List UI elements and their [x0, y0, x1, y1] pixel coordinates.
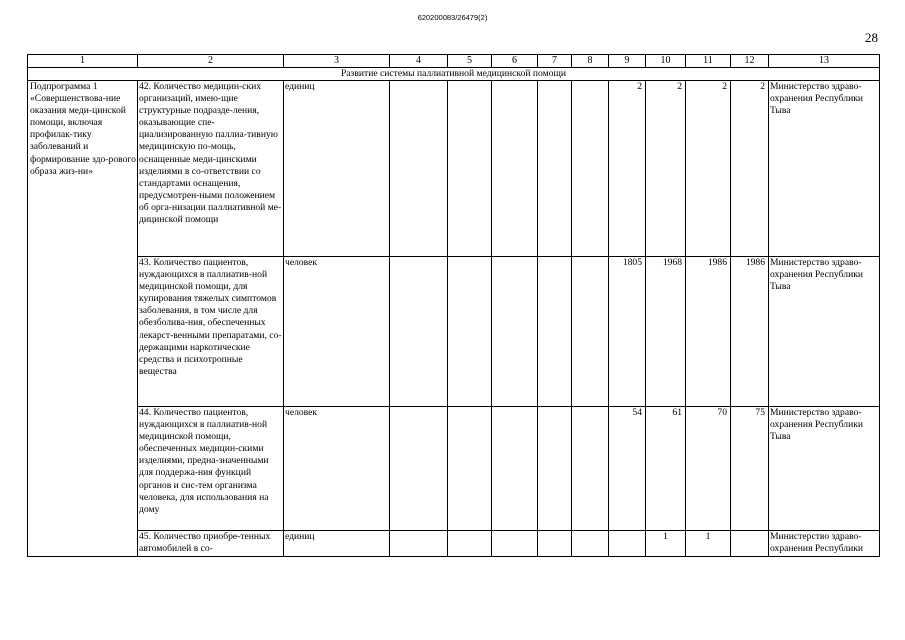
- column-header: 5: [448, 55, 492, 68]
- column-header: 12: [731, 55, 769, 68]
- table-row: [28, 531, 880, 557]
- unit-cell: человек: [284, 407, 390, 531]
- unit-cell: единиц: [284, 531, 390, 557]
- value-cell: 2: [609, 81, 646, 257]
- value-cell: 1968: [646, 257, 686, 407]
- executor-cell: Министерство здраво-охранения Республики: [769, 531, 880, 557]
- value-cell: 2: [731, 81, 769, 257]
- indicator-cell: 44. Количество пациентов, нуждающихся в паллиатив-ной медицинской помощи, обеспеченных медицин-скими изделиями, предна-значенными для поддержа-ния функций органов и сис-тем организма человека, для использования на дому: [138, 407, 284, 531]
- table-row: [28, 407, 880, 531]
- column-header: 2: [138, 55, 284, 68]
- subprogram-cell: Подпрограмма 1 «Совершенствова-ние оказания меди-цинской помощи, включая профилак-тику заболеваний и формирование здо-рового образа жиз-ни»: [28, 81, 138, 557]
- value-cell: [609, 531, 646, 557]
- value-cell: 61: [646, 407, 686, 531]
- executor-cell: Министерство здраво-охранения Республики Тыва: [769, 407, 880, 531]
- column-header: 11: [686, 55, 731, 68]
- column-header: 8: [572, 55, 609, 68]
- section-row: [28, 68, 880, 81]
- column-header: 3: [284, 55, 390, 68]
- value-cell: 2: [646, 81, 686, 257]
- table-row: [28, 81, 880, 257]
- column-header: 4: [390, 55, 448, 68]
- document-id: 620200083/26479(2): [417, 13, 488, 22]
- column-header: 7: [538, 55, 572, 68]
- column-number-row: [28, 55, 880, 68]
- page-number: 28: [865, 30, 878, 45]
- executor-cell: Министерство здраво-охранения Республики Тыва: [769, 81, 880, 257]
- unit-cell: единиц: [284, 81, 390, 257]
- value-cell: 70: [686, 407, 731, 531]
- table-row: [28, 257, 880, 407]
- section-title: Развитие системы паллиативной медицинской помощи: [28, 68, 880, 81]
- indicator-cell: 45. Количество приобре-тенных автомобилей в со-: [138, 531, 284, 557]
- value-cell: [731, 531, 769, 557]
- value-cell: 1: [646, 531, 686, 557]
- value-cell: 1805: [609, 257, 646, 407]
- value-cell: 1986: [686, 257, 731, 407]
- indicator-cell: 43. Количество пациентов, нуждающихся в паллиатив-ной медицинской помощи, для купирования тяжелых симптомов заболевания, в том числе для обезболива-ния, обеспеченных лекарст-венными препаратами, со-держащими наркотические средства и психотропные вещества: [138, 257, 284, 407]
- program-indicators-table: [27, 54, 880, 557]
- column-header: 1: [28, 55, 138, 68]
- value-cell: 1: [686, 531, 731, 557]
- value-cell: 1986: [731, 257, 769, 407]
- indicator-cell: 42. Количество медицин-ских организаций, имею-щие структурные подразде-ления, оказывающие спе-циализированную паллиа-тивную медицинскую по-мощь, оснащенные меди-цинскими изделиями в со-ответствии со стандартами оснащения, предусмотрен-ными положением об орга-низации паллиативной ме-дицинской помощи: [138, 81, 284, 257]
- unit-cell: человек: [284, 257, 390, 407]
- executor-cell: Министерство здраво-охранения Республики Тыва: [769, 257, 880, 407]
- value-cell: 75: [731, 407, 769, 531]
- column-header: 10: [646, 55, 686, 68]
- column-header: 13: [769, 55, 880, 68]
- column-header: 6: [492, 55, 538, 68]
- column-header: 9: [609, 55, 646, 68]
- value-cell: 54: [609, 407, 646, 531]
- value-cell: 2: [686, 81, 731, 257]
